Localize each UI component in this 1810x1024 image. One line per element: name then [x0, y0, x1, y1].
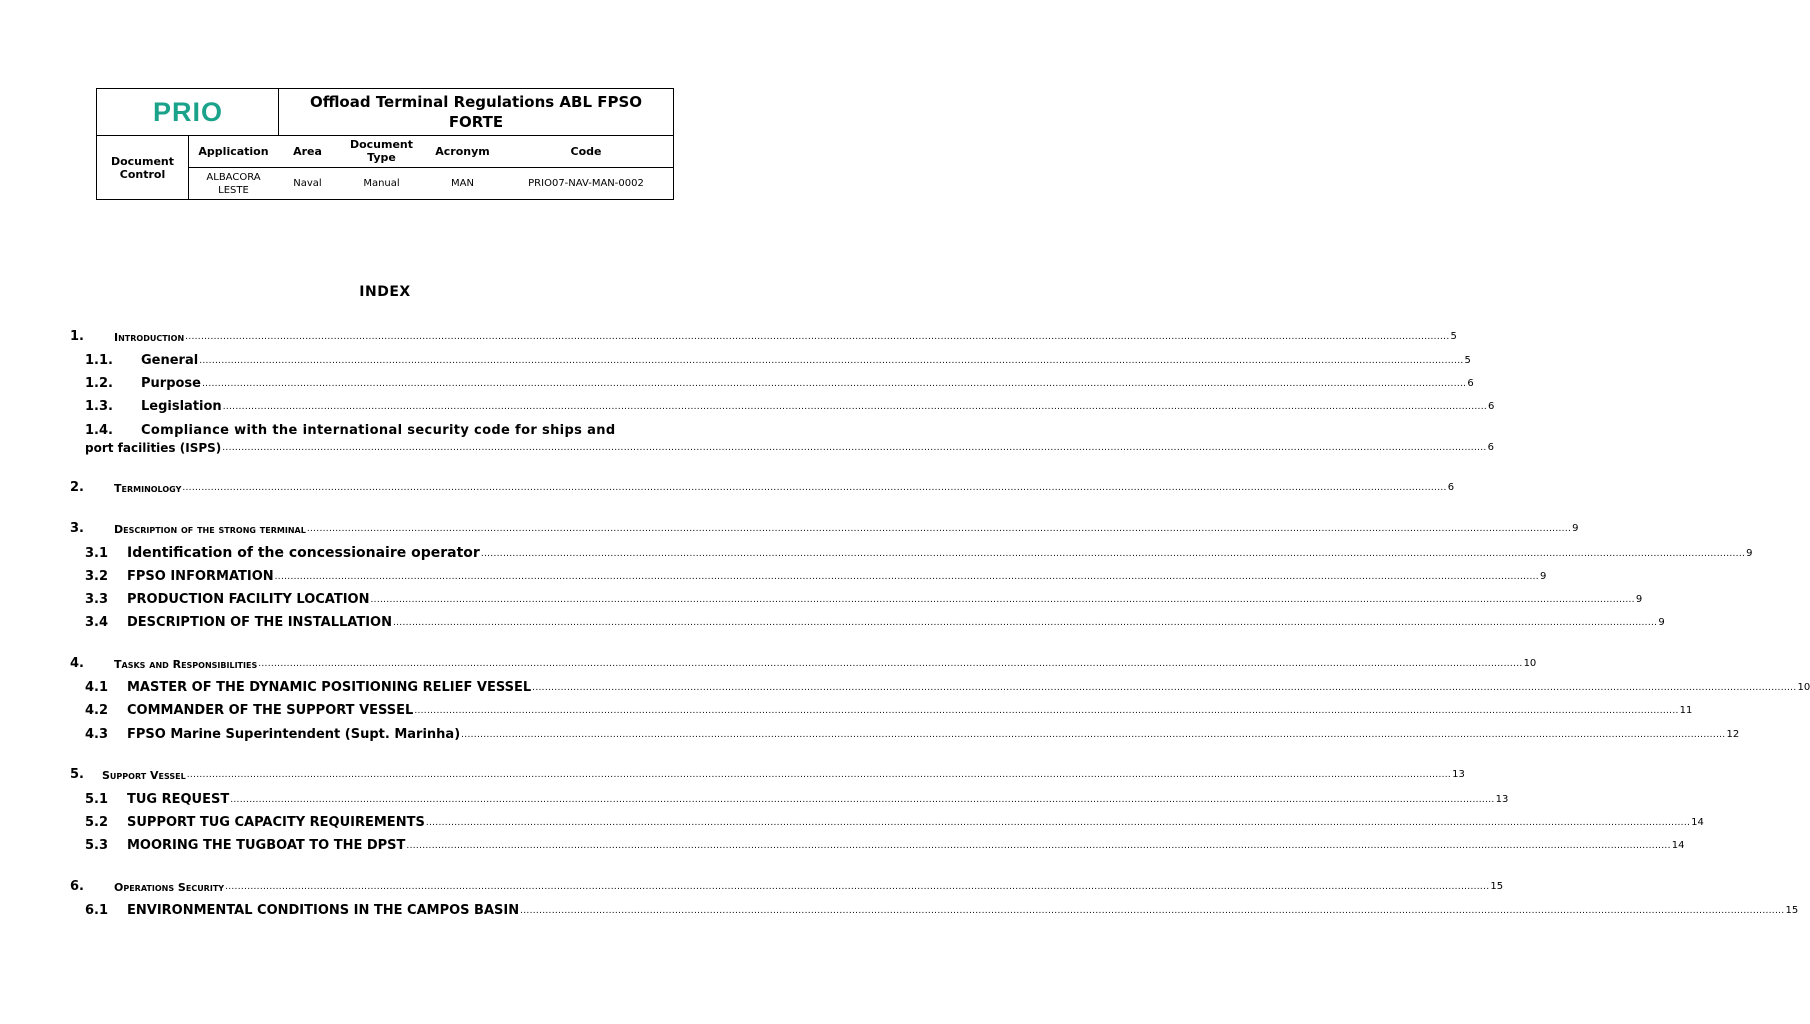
toc-entry[interactable]: 5.3 MOORING THE TUGBOAT TO THE DPST ................................................................................................................................................................................................................................................................................................................................................................................................................ 14 [85, 838, 1685, 853]
dot-leader: ................................................................................................................................................................................................................................................................................................................................................................................................................ [185, 332, 1450, 342]
toc-entry[interactable]: 4.2 COMMANDER OF THE SUPPORT VESSEL ................................................................................................................................................................................................................................................................................................................................................................................................................ 11 [85, 703, 1693, 718]
dot-leader: ................................................................................................................................................................................................................................................................................................................................................................................................................ [480, 549, 1746, 559]
document-control-table [96, 88, 674, 200]
dot-leader: ................................................................................................................................................................................................................................................................................................................................................................................................................ [392, 618, 1658, 628]
toc-entry[interactable]: 3.4 DESCRIPTION OF THE INSTALLATION ................................................................................................................................................................................................................................................................................................................................................................................................................ 9 [85, 615, 1665, 630]
toc-entry[interactable]: 4.3 FPSO Marine Superintendent (Supt. Marinha) ................................................................................................................................................................................................................................................................................................................................................................................................................ 12 [85, 727, 1740, 742]
toc-entry[interactable]: 5. Support Vessel ................................................................................................................................................................................................................................................................................................................................................................................................................ 13 [70, 767, 1465, 782]
dot-leader: ................................................................................................................................................................................................................................................................................................................................................................................................................ [306, 524, 1572, 534]
toc-entry[interactable]: 6.1 ENVIRONMENTAL CONDITIONS IN THE CAMPOS BASIN ................................................................................................................................................................................................................................................................................................................................................................................................................ 15 [85, 903, 1799, 918]
dot-leader: ................................................................................................................................................................................................................................................................................................................................................................................................................ [222, 443, 1487, 453]
dot-leader: ................................................................................................................................................................................................................................................................................................................................................................................................................ [182, 483, 1447, 493]
col-header-document-type: Document Type [349, 138, 414, 164]
toc-entry-continuation[interactable]: port facilities (ISPS) ................................................................................................................................................................................................................................................................................................................................................................................................................ 6 [85, 441, 1494, 455]
document-control-label: Document Control [110, 154, 175, 181]
toc-entry[interactable]: 3. Description of the strong terminal ................................................................................................................................................................................................................................................................................................................................................................................................................ 9 [70, 521, 1579, 536]
toc-entry[interactable]: 3.1 Identification of the concessionaire operator ................................................................................................................................................................................................................................................................................................................................................................................................................ 9 [85, 545, 1753, 561]
dot-leader: ................................................................................................................................................................................................................................................................................................................................................................................................................ [199, 356, 1464, 366]
col-header-code: Code [570, 144, 602, 158]
dot-leader: ................................................................................................................................................................................................................................................................................................................................................................................................................ [406, 841, 1671, 851]
toc-entry[interactable]: 1.2. Purpose ................................................................................................................................................................................................................................................................................................................................................................................................................ 6 [85, 376, 1474, 391]
dot-leader: ................................................................................................................................................................................................................................................................................................................................................................................................................ [225, 882, 1490, 892]
document-title: Offload Terminal Regulations ABL FPSO FORTE [309, 93, 643, 131]
dot-leader: ................................................................................................................................................................................................................................................................................................................................................................................................................ [520, 906, 1785, 916]
col-header-application: Application [198, 144, 269, 158]
toc-entry[interactable]: 1. Introduction ................................................................................................................................................................................................................................................................................................................................................................................................................ 5 [70, 329, 1457, 344]
toc-entry[interactable]: 4. Tasks and Responsibilities ................................................................................................................................................................................................................................................................................................................................................................................................................ 10 [70, 656, 1537, 671]
dot-leader: ................................................................................................................................................................................................................................................................................................................................................................................................................ [414, 706, 1679, 716]
dot-leader: ................................................................................................................................................................................................................................................................................................................................................................................................................ [274, 572, 1539, 582]
dot-leader: ................................................................................................................................................................................................................................................................................................................................................................................................................ [461, 730, 1726, 740]
dot-leader: ................................................................................................................................................................................................................................................................................................................................................................................................................ [258, 659, 1523, 669]
dot-leader: ................................................................................................................................................................................................................................................................................................................................................................................................................ [532, 683, 1797, 693]
dot-leader: ................................................................................................................................................................................................................................................................................................................................................................................................................ [222, 402, 1488, 412]
logo-text: PRIO [152, 97, 223, 127]
col-value-document-type: Manual [363, 178, 400, 189]
col-value-code: PRIO07-NAV-MAN-0002 [528, 178, 644, 189]
prio-logo [97, 89, 278, 135]
dot-leader: ................................................................................................................................................................................................................................................................................................................................................................................................................ [230, 795, 1495, 805]
col-header-area: Area [293, 144, 322, 158]
index-title: INDEX [359, 284, 411, 300]
col-value-application: ALBACORA LESTE [206, 171, 261, 196]
toc-entry[interactable]: 2. Terminology ................................................................................................................................................................................................................................................................................................................................................................................................................ 6 [70, 480, 1455, 495]
toc-entry[interactable]: 5.1 TUG REQUEST ................................................................................................................................................................................................................................................................................................................................................................................................................ 13 [85, 792, 1509, 807]
toc-entry[interactable]: 3.2 FPSO INFORMATION ................................................................................................................................................................................................................................................................................................................................................................................................................ 9 [85, 569, 1547, 584]
col-header-acronym: Acronym [435, 144, 490, 158]
toc-entry[interactable]: 1.3. Legislation ................................................................................................................................................................................................................................................................................................................................................................................................................ 6 [85, 399, 1495, 414]
dot-leader: ................................................................................................................................................................................................................................................................................................................................................................................................................ [186, 770, 1452, 780]
dot-leader: ................................................................................................................................................................................................................................................................................................................................................................................................................ [425, 818, 1691, 828]
dot-leader: ................................................................................................................................................................................................................................................................................................................................................................................................................ [202, 379, 1467, 389]
col-value-acronym: MAN [451, 178, 474, 189]
toc-entry-first-line[interactable]: 1.4. Compliance with the international security code for ships and [85, 423, 616, 438]
toc-entry[interactable]: 4.1 MASTER OF THE DYNAMIC POSITIONING RELIEF VESSEL ................................................................................................................................................................................................................................................................................................................................................................................................................ 10 [85, 680, 1810, 695]
dot-leader: ................................................................................................................................................................................................................................................................................................................................................................................................................ [370, 595, 1635, 605]
toc-entry[interactable]: 6. Operations Security ................................................................................................................................................................................................................................................................................................................................................................................................................ 15 [70, 879, 1504, 894]
toc-entry[interactable]: 1.1. General ................................................................................................................................................................................................................................................................................................................................................................................................................ 5 [85, 353, 1471, 368]
col-value-area: Naval [293, 178, 322, 189]
toc-entry[interactable]: 5.2 SUPPORT TUG CAPACITY REQUIREMENTS ................................................................................................................................................................................................................................................................................................................................................................................................................ 14 [85, 815, 1704, 830]
toc-entry[interactable]: 3.3 PRODUCTION FACILITY LOCATION ................................................................................................................................................................................................................................................................................................................................................................................................................ 9 [85, 592, 1643, 607]
